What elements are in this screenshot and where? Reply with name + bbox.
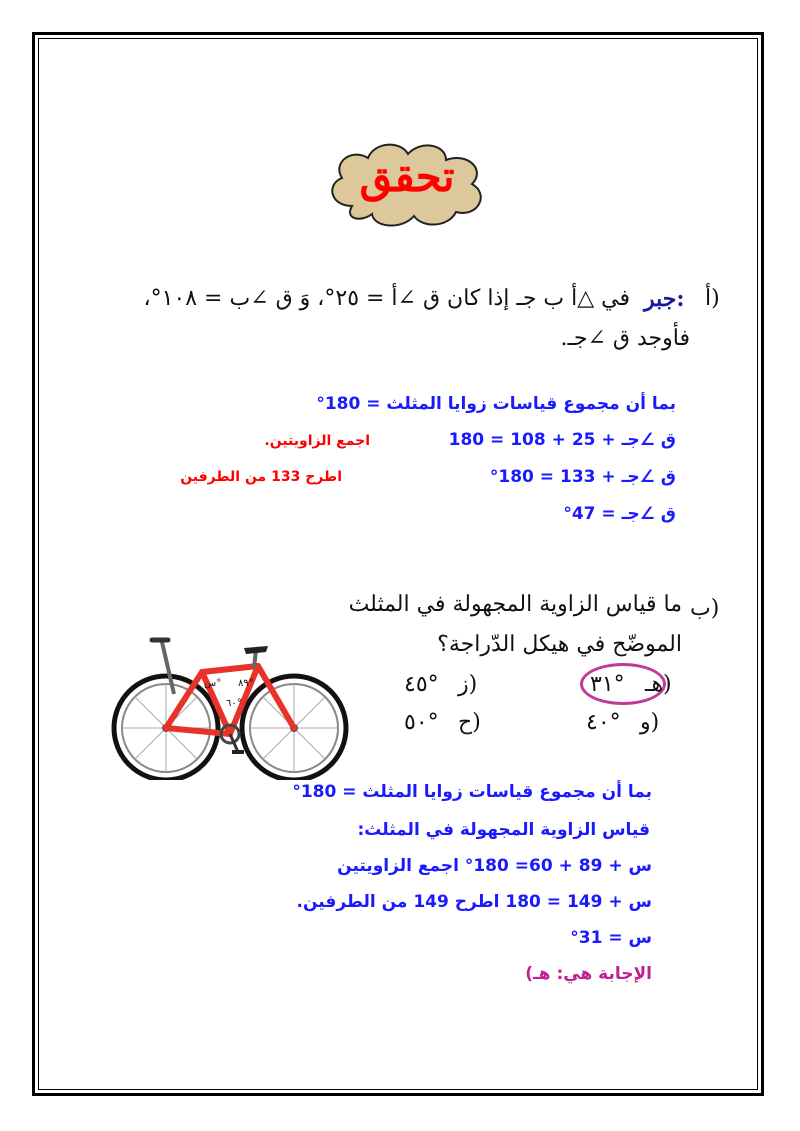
part-b-question-line1: ما قياس الزاوية المجهولة في المثلث: [348, 592, 682, 617]
option-key-w[interactable]: و): [640, 710, 660, 735]
part-b-label: ب): [690, 596, 720, 621]
option-value-hh: ٥٠°: [404, 710, 439, 735]
part-a-topic: جبر:: [644, 286, 685, 312]
option-key-z[interactable]: ز): [458, 672, 478, 697]
part-b-solution-line1: بما أن مجموع قياسات زوايا المثلث = 180°: [292, 782, 652, 802]
option-value-z: ٤٥°: [404, 672, 439, 697]
part-a-question-line2: فأوجد ق ∠جـ.: [560, 326, 690, 351]
option-key-h[interactable]: هـ): [645, 672, 672, 697]
part-b-solution-line5: س = 31°: [570, 928, 652, 948]
part-a-solution-line2: ق ∠جـ + 25 + 108 = 180: [448, 430, 676, 450]
part-b-solution-line3: س + 89 + 60= 180° اجمع الزاويتين: [337, 856, 652, 876]
part-a-note-add: اجمع الزاويتين.: [264, 433, 370, 449]
part-a-note-subtract: اطرح 133 من الطرفين: [180, 469, 342, 485]
angle-60-label: ٦٠°: [226, 698, 242, 709]
option-value-w: ٤٠°: [586, 710, 621, 735]
angle-x-label: س°: [204, 678, 222, 689]
part-a-solution-line3: ق ∠جـ + 133 = 180°: [489, 467, 676, 487]
option-key-hh[interactable]: ح): [458, 710, 481, 735]
part-a-solution-line1: بما أن مجموع قياسات زوايا المثلث = 180°: [316, 394, 676, 414]
part-b-question-line2: الموضّح في هيكل الدّراجة؟: [437, 632, 682, 657]
page-title: تحقق: [359, 152, 455, 201]
part-a-solution-line4: ق ∠جـ = 47°: [563, 504, 676, 524]
part-a-question-line1: في △أ ب جـ إذا كان ق ∠أ = ٢٥°، وَ ق ∠ب = ١٠٨°،: [143, 286, 630, 311]
part-b-solution-line2: قياس الزاوية المجهولة في المثلث:: [357, 820, 650, 840]
option-value-h: ٣١°: [590, 672, 625, 697]
part-b-solution-line4: س + 149 = 180 اطرح 149 من الطرفين.: [296, 892, 652, 912]
title-cloud: [322, 136, 492, 230]
part-b-answer: الإجابة هي: هـ): [525, 964, 652, 984]
bicycle-illustration: [106, 632, 350, 780]
part-a-label: أ): [705, 286, 720, 311]
angle-89-label: ٨٩°: [238, 678, 254, 689]
